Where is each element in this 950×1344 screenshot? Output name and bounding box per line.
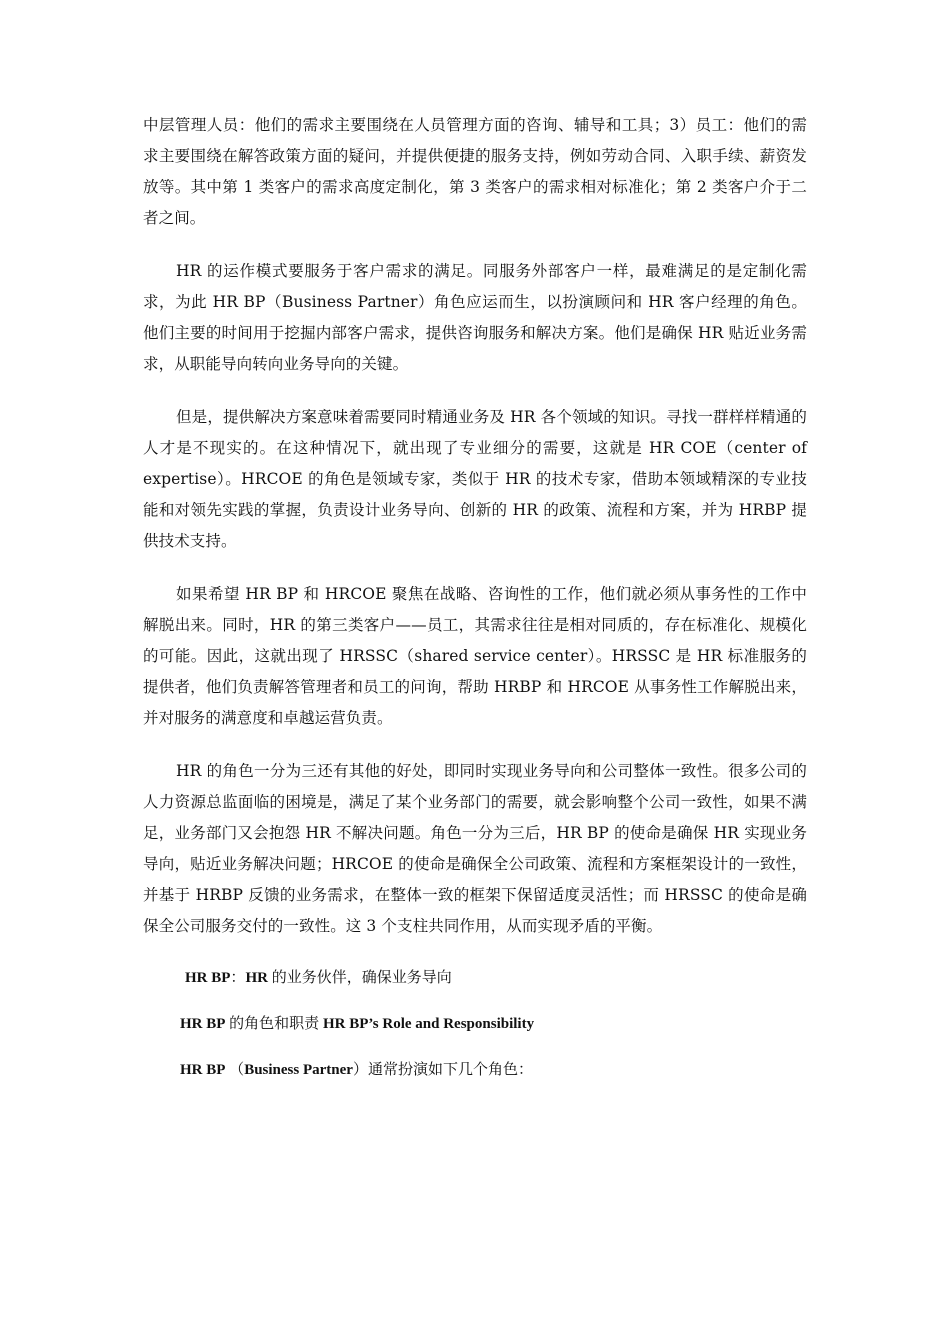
heading-open-paren: （: [225, 1062, 245, 1078]
paragraph-hr-coe: 但是，提供解决方案意味着需要同时精通业务及 HR 各个领域的知识。寻找一群样样精通的人才是不现实的。在这种情况下，就出现了专业细分的需要，这就是 HR COE（center of expertise）。HRCOE 的角色是领域专家，类似于 HR 的技术专家，借助本领域精深的专业技能和对领先实践的掌握，负责设计业务导向、创新的 HR 的政策、流程和方案，并为 HRBP 提供技术支持。: [143, 408, 807, 550]
heading-hrbp-business-partner: [143, 964, 807, 992]
heading-business-partner-en: Business Partner: [244, 1062, 353, 1078]
heading-hr-label: HR: [245, 970, 268, 986]
paragraph-hr-operating-model: HR 的运作模式要服务于客户需求的满足。同服务外部客户一样，最难满足的是定制化需求，为此 HR BP（Business Partner）角色应运而生，以扮演顾问和 HR 客户经理的角色。他们主要的时间用于挖掘内部客户需求，提供咨询服务和解决方案。他们是确保 HR 贴近业务需求，从职能导向转向业务导向的关键。: [143, 262, 807, 373]
heading-hrbp-label: HR BP: [180, 1016, 226, 1032]
heading-hrbp-role-responsibility: [143, 1010, 807, 1038]
heading-role-responsibility-en: HR BP’s Role and Responsibility: [322, 1016, 535, 1032]
paragraph-hr-ssc: 如果希望 HR BP 和 HRCOE 聚焦在战略、咨询性的工作，他们就必须从事务性的工作中解脱出来。同时，HR 的第三类客户——员工，其需求往往是相对同质的，存在标准化、规模化的可能。因此，这就出现了 HRSSC（shared service center）。HRSSC 是 HR 标准服务的提供者，他们负责解答管理者和员工的问询，帮助 HRBP 和 HRCOE 从事务性工作解脱出来，并对服务的满意度和卓越运营负责。: [143, 585, 807, 727]
heading-roles-intro-text: ）通常扮演如下几个角色：: [352, 1062, 533, 1078]
heading-colon: ：: [230, 970, 246, 986]
paragraph-three-pillars: HR 的角色一分为三还有其他的好处，即同时实现业务导向和公司整体一致性。很多公司的人力资源总监面临的困境是，满足了某个业务部门的需要，就会影响整个公司一致性，如果不满足，业务部门又会抱怨 HR 不解决问题。角色一分为三后，HR BP 的使命是确保 HR 实现业务导向，贴近业务解决问题；HRCOE 的使命是确保全公司政策、流程和方案框架设计的一致性，并基于 HRBP 反馈的业务需求，在整体一致的框架下保留适度灵活性；而 HRSSC 的使命是确保全公司服务交付的一致性。这 3 个支柱共同作用，从而实现矛盾的平衡。: [143, 762, 807, 935]
heading-role-duty-text: 的角色和职责: [225, 1016, 323, 1032]
paragraph-customer-types: 中层管理人员：他们的需求主要围绕在人员管理方面的咨询、辅导和工具；3）员工：他们的需求主要围绕在解答政策方面的疑问，并提供便捷的服务支持，例如劳动合同、入职手续、薪资发放等。其中第 1 类客户的需求高度定制化，第 3 类客户的需求相对标准化；第 2 类客户介于二者之间。: [143, 116, 807, 227]
heading-hrbp-label: HR BP: [185, 970, 231, 986]
heading-hrbp-label: HR BP: [180, 1062, 226, 1078]
heading-hrbp-roles-intro: [143, 1056, 807, 1084]
heading-business-orientation: 的业务伙伴，确保业务导向: [267, 970, 452, 986]
